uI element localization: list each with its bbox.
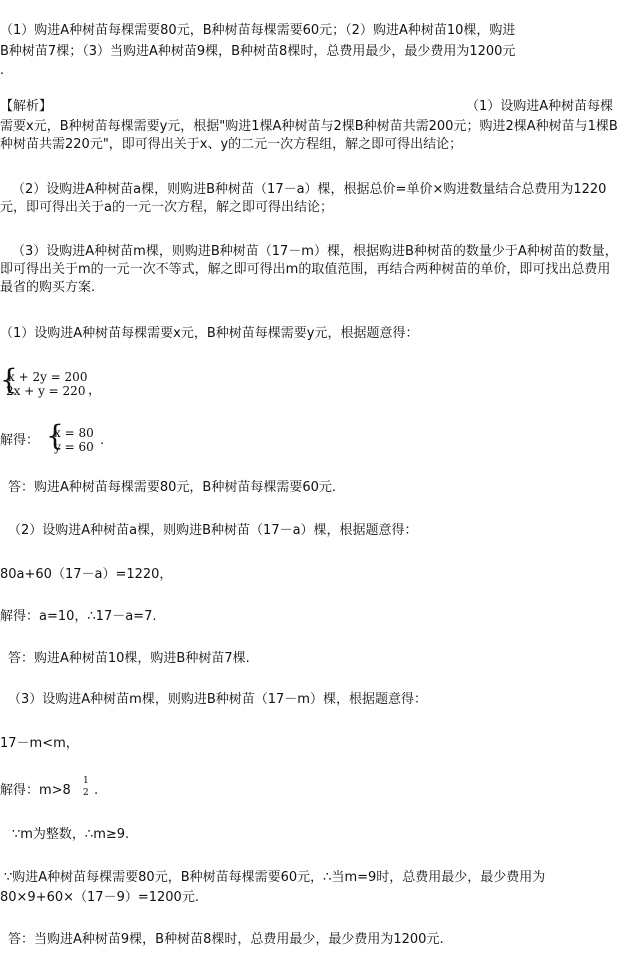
fraction-numerator: 1 [83, 776, 89, 786]
solution-1-answer: 答：购进A种树苗每棵需要80元，B种树苗每棵需要60元. [8, 480, 337, 495]
answer-line-3: . [0, 63, 5, 78]
fraction-denominator: 2 [83, 788, 89, 798]
answer-line-1: （1）购进A种树苗每棵需要80元，B种树苗每棵需要60元；（2）购进A种树苗10棵，购进 [0, 23, 516, 38]
equation-brace: { [0, 363, 18, 396]
solution-x: x = 80 [54, 426, 94, 440]
solution-brace: { [46, 419, 64, 452]
solution-3-answer: 答：当购进A种树苗9棵，B种树苗8棵时，总费用最少，最少费用为1200元. [8, 932, 444, 947]
solution-2-intro: （2）设购进A种树苗a棵，则购进B种树苗（17－a）棵，根据题意得： [8, 523, 418, 538]
solution-3-solve-end: . [94, 783, 99, 798]
solution-3-solve-label: 解得：m>8 [0, 783, 71, 798]
solution-2-solve: 解得：a=10，∴17－a=7. [0, 609, 157, 624]
solution-3-integer: ∵m为整数，∴m≥9. [12, 827, 130, 842]
analysis-heading: 【解析】 [0, 99, 53, 114]
solution-3-inequality: 17－m<m， [0, 736, 79, 751]
answer-line-2: B种树苗7棵；（3）当购进A种树苗9棵，B种树苗8棵时，总费用最少，最少费用为1200元 [0, 44, 516, 59]
equation-1: x + 2y = 200 [8, 370, 88, 384]
solution-3-cost-line-1: ∵购进A种树苗每棵需要80元，B种树苗每棵需要60元，∴当m=9时，总费用最少，最少费用为 [4, 870, 546, 885]
solution-y: y = 60 [54, 440, 94, 454]
equation-comma: ， [88, 383, 102, 398]
analysis-part3: （3）设购进A种树苗m棵，则购进B种树苗（17－m）棵，根据购进B种树苗的数量少于A种树苗的数量，即可得出关于m的一元一次不等式，解之即可得出m的取值范围，再结合两种树苗的单价，即可找出总费用最省的购买方案. [0, 244, 618, 295]
solution-1-solve-label: 解得： [0, 433, 40, 448]
equation-2: 2x + y = 220 [6, 384, 86, 398]
analysis-part2: （2）设购进A种树苗a棵，则购进B种树苗（17－a）棵，根据总价=单价×购进数量结合总费用为1220元，即可得出关于a的一元一次方程，解之即可得出结论； [0, 182, 607, 215]
solution-2-equation: 80a+60（17－a）=1220， [0, 567, 173, 582]
solution-2-answer: 答：购进A种树苗10棵，购进B种树苗7棵. [8, 651, 250, 666]
solution-3-cost-line-2: 80×9+60×（17－9）=1200元. [0, 890, 199, 905]
solution-period: . [100, 433, 105, 448]
analysis-part1-first: （1）设购进A种树苗每棵 [466, 99, 614, 114]
solution-1-intro: （1）设购进A种树苗每棵需要x元，B种树苗每棵需要y元，根据题意得： [0, 326, 419, 341]
solution-3-intro: （3）设购进A种树苗m棵，则购进B种树苗（17－m）棵，根据题意得： [8, 692, 427, 707]
analysis-part1: 需要x元，B种树苗每棵需要y元，根据"购进1棵A种树苗与2棵B种树苗共需200元；购进2棵A种树苗与1棵B种树苗共需220元"，即可得出关于x、y的二元一次方程组，解之即可得出结论； [0, 119, 618, 152]
